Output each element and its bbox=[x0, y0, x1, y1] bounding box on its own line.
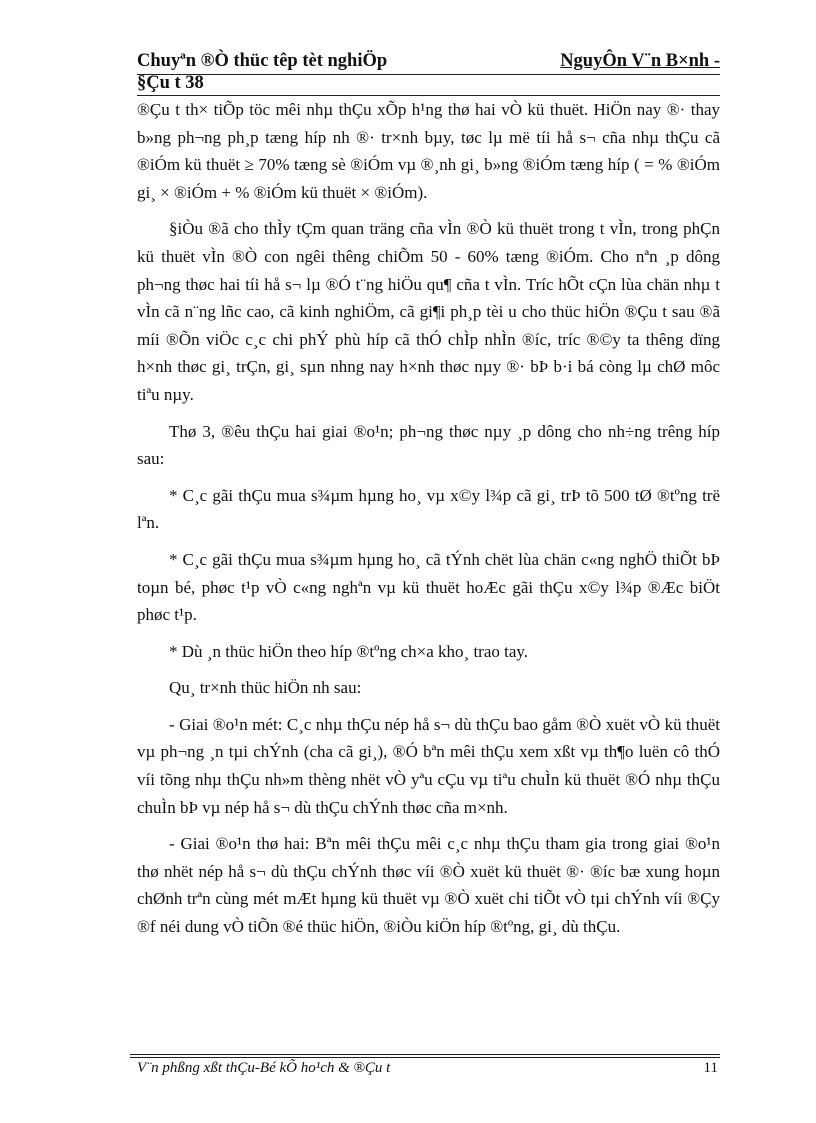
running-header bbox=[137, 50, 720, 72]
header-rule-top bbox=[137, 74, 720, 75]
header-author: NguyÔn V¨n B×nh - bbox=[560, 51, 720, 71]
bullet-item-2: * C¸c gãi thÇu mua s¾µm hµng ho¸ cã tÝnh chët lùa chän c«ng nghÖ thiÕt bÞ toµn bé, phøc t¹p vÒ c«ng nghªn vµ kü thuët hoÆc gãi thÇu x©y l¾p ®Æc biÖt phøc t¹p. bbox=[137, 549, 720, 625]
footer-rule-top bbox=[130, 1054, 720, 1055]
header-subtitle: §Çu t 38 bbox=[137, 73, 204, 93]
paragraph-process: Qu¸ tr×nh thüc hiÖn nh sau: bbox=[169, 678, 362, 698]
paragraph-1: ®Çu t th× tiÕp töc mêi nhµ thÇu xÕp h¹ng thø hai vÒ kü thuët. HiÖn nay ®· thay b»ng ph¬ng ph¸p tæng híp nh ®· tr×nh bµy, tøc lµ më tíi hå s¬ cña nhµ thÇu cã ®iÓm kü thuët ≥ 70% tæng sè ®iÓm vµ ®¸nh gi¸ b»ng ®iÓm tæng híp ( = % ®iÓm gi¸ × ®iÓm + % ®iÓm kü thuët × ®iÓm). bbox=[137, 100, 720, 202]
footer-text: V¨n phßng xßt thÇu-Bé kÕ ho¹ch & ®Çu t bbox=[137, 1060, 391, 1076]
paragraph-3: Thø 3, ®êu thÇu hai giai ®o¹n; ph¬ng thøc nµy ¸p dông cho nh÷ng trêng híp sau: bbox=[137, 421, 720, 469]
paragraph-2: §iÒu ®ã cho thÌy tÇm quan träng cña vÌn ®Ò kü thuët trong t vÌn, trong phÇn kü thuët vÌn ®Ò con ngêi thêng chiÕm 50 - 60% tæng ®iÓm. Cho nªn ¸p dông ph¬ng thøc hai tíi hå s¬ lµ ®Ó t¨ng hiÖu qu¶ cña t vÌn. Tríc hÕt cÇn lùa chän nhµ t vÌn cã n¨ng lñc cao, cã kinh nghiÖm, cã gi¶i ph¸p tèi u cho thüc hiÖn ®Çu t sau ®ã míi ®Õn viÖc c¸c chi phÝ phù híp cã thÓ chÌp nhÌn ®íc, tríc ®©y ta thêng dïng h×nh thøc gi¸ trÇn, gi¸ sµn nhng nay h×nh thøc nµy ®· bÞ b·i bá còng lµ chØ môc tiªu nµy. bbox=[137, 219, 720, 404]
body-text bbox=[137, 96, 720, 950]
bullet-item-1: * C¸c gãi thÇu mua s¾µm hµng ho¸ vµ x©y l¾p cã gi¸ trÞ tõ 500 tØ ®tºng trë lªn. bbox=[137, 485, 720, 533]
stage-two: - Giai ®o¹n thø hai: Bªn mêi thÇu mêi c¸c nhµ thÇu tham gia trong giai ®o¹n thø nhët nép hå s¬ dù thÇu chÝnh thøc víi ®Ò xuët kü thuët ®· ®íc bæ xung hoµn chØnh trªn cùng mét mÆt hµng kü thuët vµ ®Ò xuët chi tiÕt vÒ tµi chÝnh víi ®Çy ®f néi dung vÒ tiÕn ®é thüc hiÖn, ®iÒu kiÖn híp ®tºng, gi¸ dù thÇu. bbox=[137, 834, 720, 937]
page-number: 11 bbox=[703, 1060, 718, 1076]
header-title: Chuyªn ®Ò thüc têp tèt nghiÖp bbox=[137, 51, 388, 71]
footer-rule-bottom bbox=[130, 1057, 720, 1058]
stage-one: - Giai ®o¹n mét: C¸c nhµ thÇu nép hå s¬ dù thÇu bao gåm ®Ò xuët vÒ kü thuët vµ ph¬ng ¸n tµi chÝnh (cha cã gi¸), ®Ó bªn mêi thÇu xem xßt vµ th¶o luën cô thÓ víi tõng nhµ thÇu nh»m thèng nhët vÒ yªu cÇu vµ tiªu chuÌn kü thuët ®Ó nhµ thÇu chuÌn bÞ vµ nép hå s¬ dù thÇu chÝnh thøc cña m×nh. bbox=[137, 714, 720, 817]
bullet-item-3: * Dù ¸n thüc hiÖn theo híp ®tºng ch×a kho¸ trao tay. bbox=[169, 641, 529, 661]
